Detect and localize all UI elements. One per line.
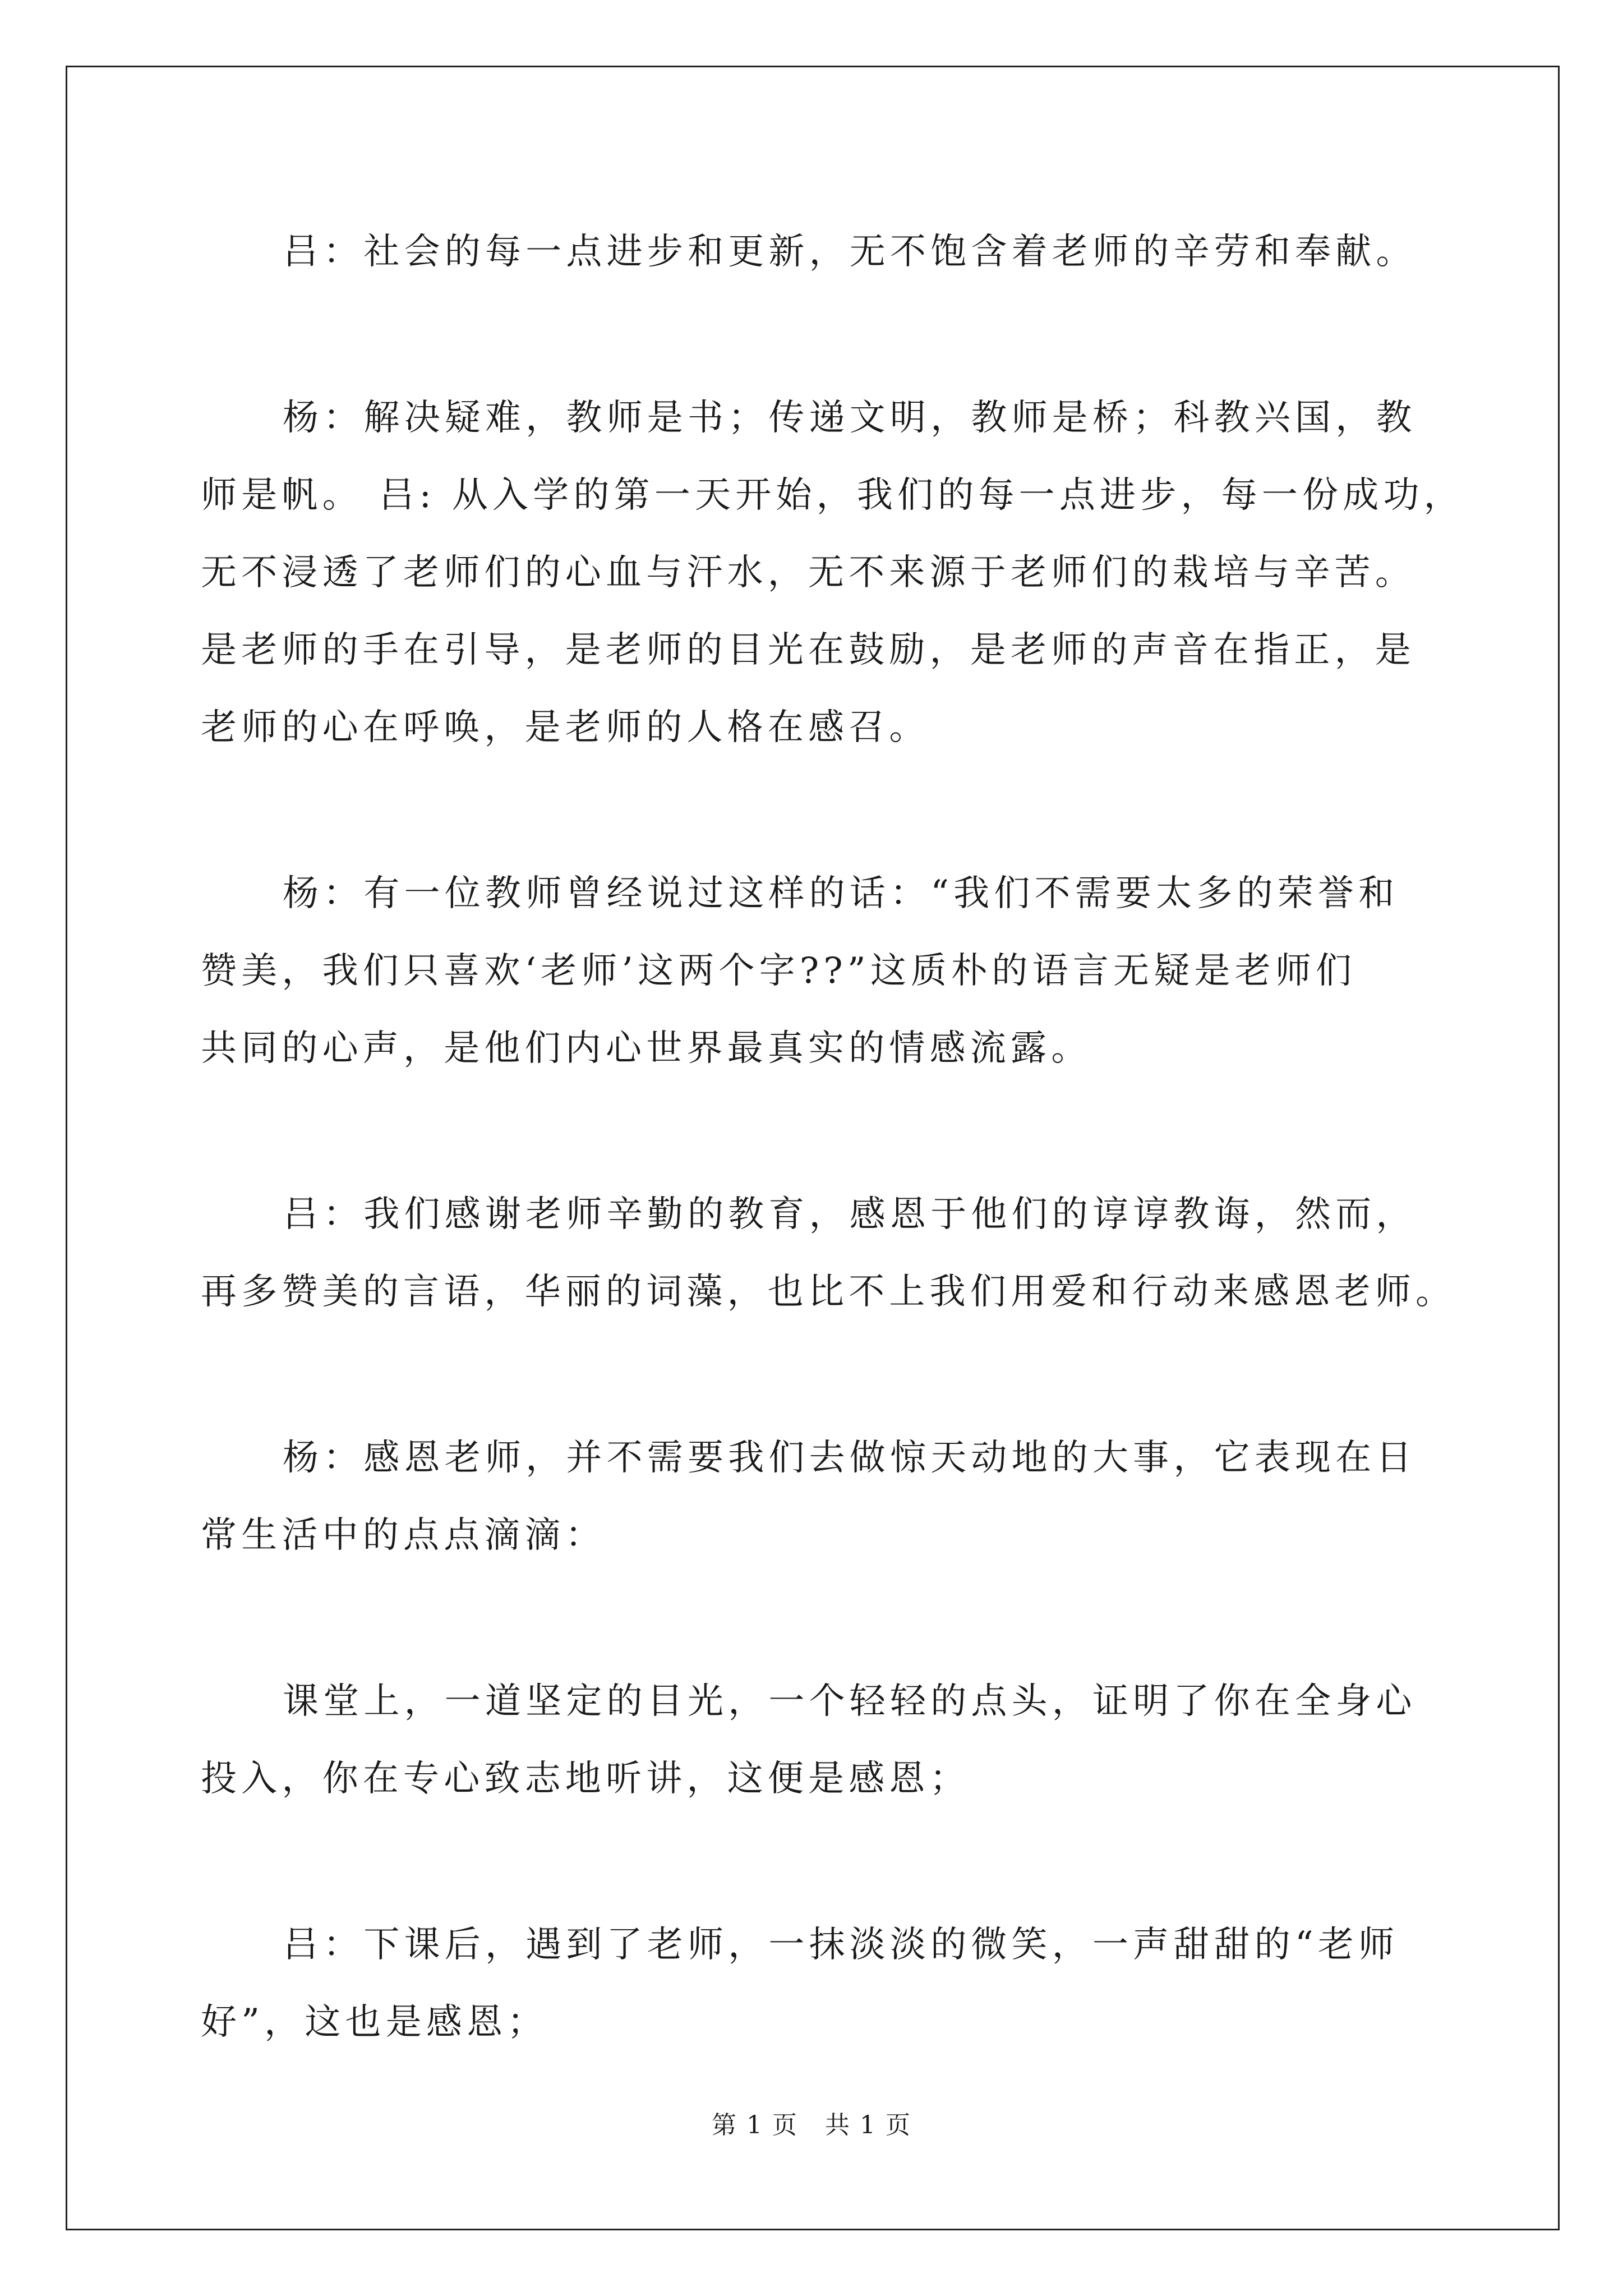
paragraph-spacer xyxy=(201,291,1435,379)
paragraph-spacer xyxy=(201,1331,1435,1419)
paragraph-line: 共同的心声，是他们内心世界最真实的情感流露。 xyxy=(201,1028,1092,1069)
paragraph-line: 吕：社会的每一点进步和更新，无不饱含着老师的辛劳和奉献。 xyxy=(283,231,1417,273)
paragraph-line: 再多赞美的言语，华丽的词藻，也比不上我们用爱和行动来感恩老师。 xyxy=(201,1271,1456,1313)
paragraph-line: 杨：有一位教师曾经说过这样的话：“我们不需要太多的荣誉和 xyxy=(283,873,1399,914)
paragraph-line: 吕：我们感谢老师辛勤的教育，感恩于他们的谆谆教诲，然而， xyxy=(283,1194,1417,1235)
document-body xyxy=(201,213,1464,2061)
paragraph-spacer xyxy=(201,1818,1435,1906)
paragraph-line: 课堂上，一道坚定的目光，一个轻轻的点头，证明了你在全身心 xyxy=(283,1681,1417,1722)
paragraph-line: 师是帆。 吕: 从入学的第一天开始，我们的每一点进步，每一份成功， xyxy=(201,475,1464,516)
paragraph-line: 杨：解决疑难，教师是书；传递文明，教师是桥；科教兴国，教 xyxy=(283,397,1417,439)
paragraph-line: 是老师的手在引导，是老师的目光在鼓励，是老师的声音在指正，是 xyxy=(201,629,1415,671)
paragraph-line: 杨：感恩老师，并不需要我们去做惊天动地的大事，它表现在日 xyxy=(283,1437,1417,1479)
paragraph-line: 老师的心在呼唤，是老师的人格在感召。 xyxy=(201,707,930,748)
paragraph-spacer xyxy=(201,1087,1435,1176)
paragraph-line: 无不浸透了老师们的心血与汗水，无不来源于老师们的栽培与辛苦。 xyxy=(201,552,1415,593)
paragraph-line: 好”，这也是感恩； xyxy=(201,2001,548,2043)
paragraph-line: 投入，你在专心致志地听讲，这便是感恩； xyxy=(201,1758,970,1800)
paragraph-spacer xyxy=(201,766,1435,855)
paragraph-line: 常生活中的点点滴滴： xyxy=(201,1515,606,1556)
paragraph-spacer xyxy=(201,1574,1435,1663)
paragraph-line: 吕：下课后，遇到了老师，一抹淡淡的微笑，一声甜甜的“老师 xyxy=(283,1924,1399,1966)
paragraph-line: 赞美，我们只喜欢‘老师’这两个字??”这质朴的语言无疑是老师们 xyxy=(201,950,1357,992)
page-number-footer: 第 1 页 共 1 页 xyxy=(712,2111,911,2139)
